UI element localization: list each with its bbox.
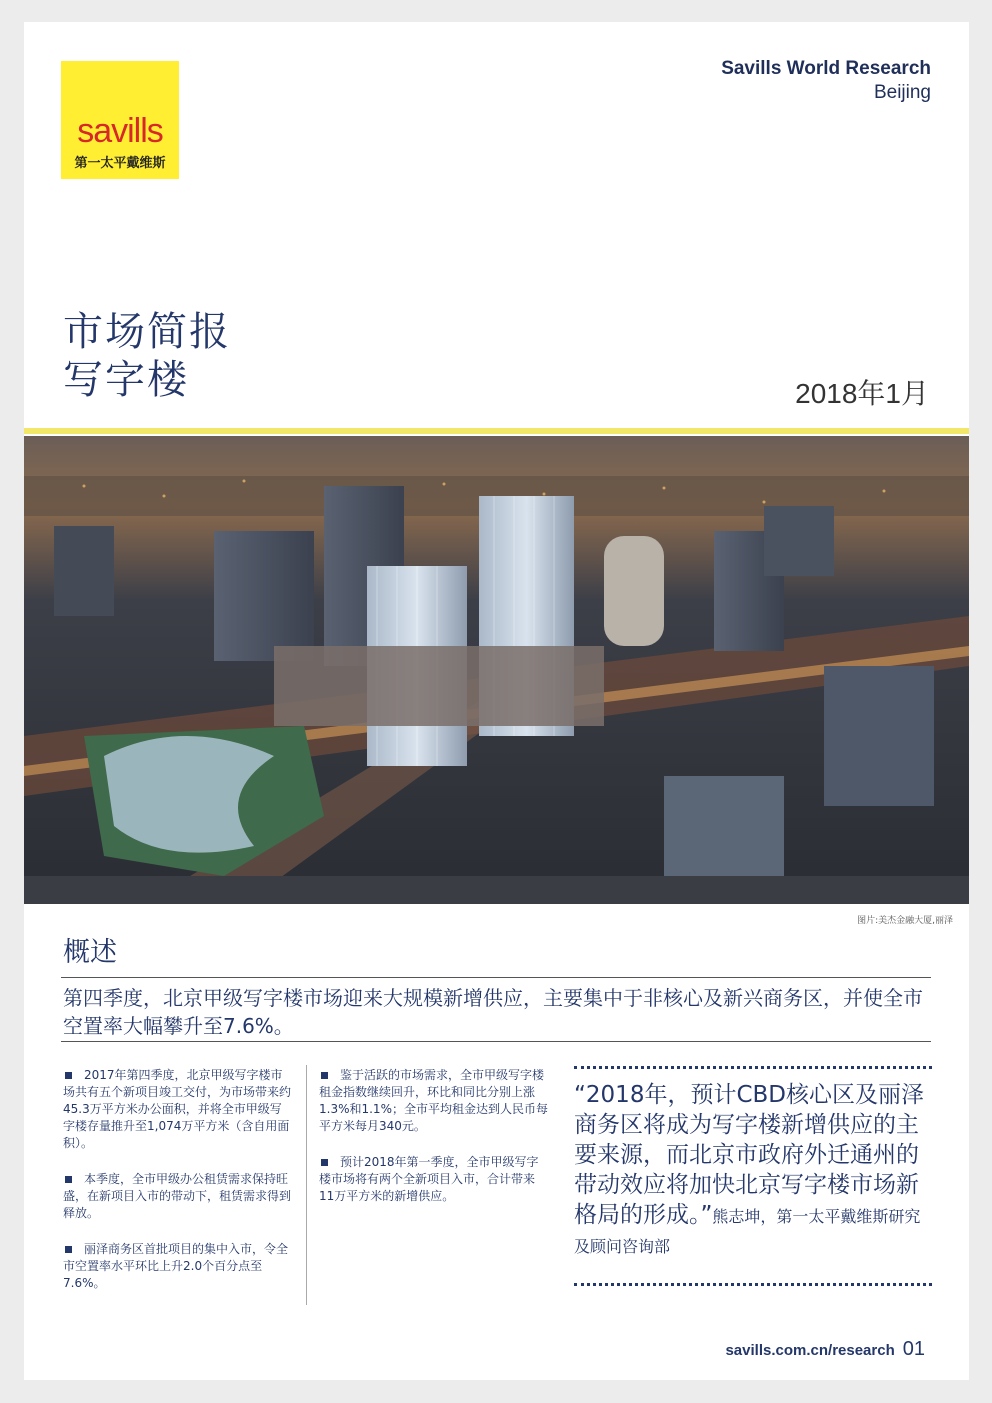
title-line-1: 市场简报 [63,309,231,355]
bullet-text: 鉴于活跃的市场需求，全市甲级写字楼租金指数继续回升，环比和同比分别上涨1.3%和1.1%；全市平均租金达到人民币每平方米每月340元。 [319,1068,548,1133]
page [24,22,969,1380]
page-number: 01 [902,1338,925,1360]
quote-source: 熊志坤，第一太平戴维斯研究及顾问咨询部 [574,1207,921,1256]
bullet-item [319,1067,549,1135]
pull-quote [574,1080,934,1260]
bullet-item [63,1067,293,1152]
page-footer [725,1338,925,1361]
bullet-text: 2017年第四季度，北京甲级写字楼市场共有五个新项目竣工交付，为市场带来约45.3万平方米办公面积，并将全市甲级写字楼存量推升至1,074万平方米（含自用面积）。 [63,1068,292,1150]
bullet-item [63,1171,293,1222]
cover-photo [24,436,969,904]
bullet-square-icon [321,1072,328,1079]
footer-url[interactable]: savills.com.cn/research [725,1342,895,1359]
section-rule-bottom [61,1041,931,1042]
section-rule-top [61,977,931,978]
bullet-square-icon [65,1176,72,1183]
bullet-text: 本季度，全市甲级办公租赁需求保持旺盛，在新项目入市的带动下，租赁需求得到释放。 [63,1172,292,1220]
yellow-divider [24,428,969,434]
savills-logo [61,61,179,179]
logo-chinese-name: 第一太平戴维斯 [74,156,166,171]
bullet-item [319,1154,549,1205]
bullet-item [63,1241,293,1292]
photo-credit: 图片:美杰金融大厦,丽泽 [857,916,953,926]
bullet-text: 预计2018年第一季度，全市甲级写字楼市场将有两个全新项目入市，合计带来11万平方米的新增供应。 [319,1155,539,1203]
page-title [63,308,231,404]
quote-dotted-rule-bottom [574,1283,932,1286]
bullet-column-2 [319,1067,549,1224]
bullet-column-1 [63,1067,293,1311]
bullet-square-icon [321,1159,328,1166]
lead-paragraph: 第四季度，北京甲级写字楼市场迎来大规模新增供应，主要集中于非核心及新兴商务区，并使全市空置率大幅攀升至7.6%。 [63,986,923,1038]
section-title: 概述 [63,937,117,968]
bullet-square-icon [65,1246,72,1253]
quote-dotted-rule-top [574,1066,932,1069]
column-divider [306,1065,307,1305]
header-series: Savills World Research [721,58,931,79]
quote-text: “2018年，预计CBD核心区及丽泽商务区将成为写字楼新增供应的主要来源，而北京市政府外迁通州的带动效应将加快北京写字楼市场新格局的形成。” [574,1082,924,1228]
report-date: 2018年1月 [795,378,929,409]
header-city: Beijing [873,82,931,103]
title-line-2: 写字楼 [63,357,189,403]
bullet-text: 丽泽商务区首批项目的集中入市，令全市空置率水平环比上升2.0个百分点至7.6%。 [63,1242,289,1290]
logo-wordmark: savills [77,112,163,150]
bullet-square-icon [65,1072,72,1079]
